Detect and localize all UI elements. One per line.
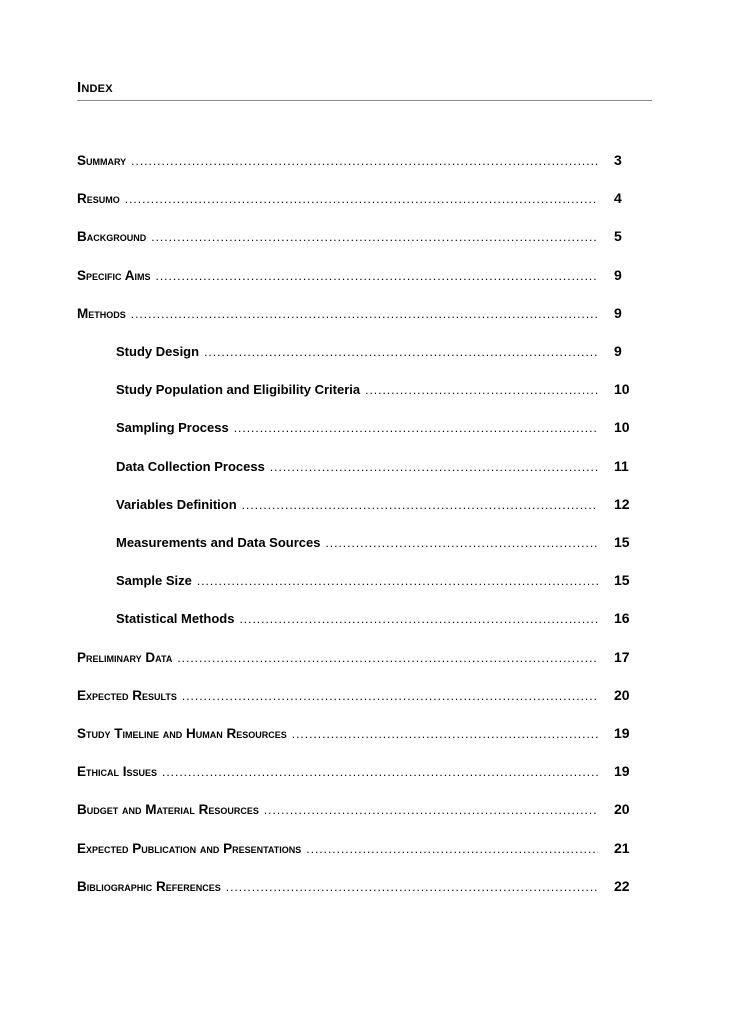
toc-leader-dots xyxy=(306,842,598,856)
toc-leader-dots xyxy=(226,880,598,894)
toc-entry[interactable] xyxy=(77,226,642,246)
toc-entry-page-number: 19 xyxy=(614,725,630,741)
toc-entry-label: Sample Size xyxy=(116,572,192,588)
toc-entry-label: Measurements and Data Sources xyxy=(116,534,321,550)
toc-entry-page-number: 20 xyxy=(614,687,630,703)
toc-entry-page-number: 16 xyxy=(614,610,630,626)
toc-entry[interactable] xyxy=(77,838,642,858)
toc-entry-label: Expected Results xyxy=(77,687,177,703)
heading-rule xyxy=(77,100,652,101)
toc-entry-page-number: 10 xyxy=(614,419,630,435)
toc-leader-dots xyxy=(131,307,598,321)
toc-leader-dots xyxy=(264,803,598,817)
toc-entry-page-number: 15 xyxy=(614,572,630,588)
toc-leader-dots xyxy=(156,269,598,283)
toc-entry-label: Preliminary Data xyxy=(77,649,173,665)
toc-leader-dots xyxy=(125,192,598,206)
toc-leader-dots xyxy=(182,689,598,703)
toc-entry-page-number: 12 xyxy=(614,496,630,512)
toc-entry[interactable] xyxy=(116,417,642,437)
toc-entry-label: Bibliographic References xyxy=(77,878,221,894)
toc-entry-page-number: 4 xyxy=(614,190,622,206)
toc-entry[interactable] xyxy=(77,150,642,170)
toc-entry-page-number: 9 xyxy=(614,343,622,359)
toc-leader-dots xyxy=(234,421,598,435)
toc-entry-page-number: 17 xyxy=(614,649,630,665)
toc-entry-label: Resumo xyxy=(77,190,120,206)
toc-entry[interactable] xyxy=(77,685,642,705)
toc-entry[interactable] xyxy=(77,303,642,323)
toc-entry[interactable] xyxy=(116,456,642,476)
toc-entry-page-number: 9 xyxy=(614,305,622,321)
toc-entry-label: Methods xyxy=(77,305,126,321)
toc-leader-dots xyxy=(239,612,598,626)
toc-entry[interactable] xyxy=(116,341,642,361)
toc-entry-label: Study Design xyxy=(116,343,200,359)
toc-entry[interactable] xyxy=(116,494,642,514)
toc-leader-dots xyxy=(197,574,598,588)
toc-entry[interactable] xyxy=(77,761,642,781)
toc-entry[interactable] xyxy=(116,379,642,399)
toc-entry[interactable] xyxy=(77,188,642,208)
toc-entry[interactable] xyxy=(77,876,642,896)
index-heading: Index xyxy=(77,79,113,96)
toc-entry[interactable] xyxy=(116,608,642,628)
toc-entry-page-number: 15 xyxy=(614,534,630,550)
toc-leader-dots xyxy=(242,498,598,512)
toc-entry-page-number: 5 xyxy=(614,228,622,244)
toc-leader-dots xyxy=(162,765,598,779)
toc-entry-page-number: 22 xyxy=(614,878,630,894)
toc-leader-dots xyxy=(204,345,598,359)
toc-leader-dots xyxy=(292,727,598,741)
toc-entry[interactable] xyxy=(77,799,642,819)
toc-entry-page-number: 9 xyxy=(614,267,622,283)
toc-entry-label: Budget and Material Resources xyxy=(77,801,259,817)
toc-entry-label: Ethical Issues xyxy=(77,763,158,779)
toc-entry-label: Background xyxy=(77,228,147,244)
toc-entry-page-number: 21 xyxy=(614,840,630,856)
toc-entry-label: Study Population and Eligibility Criteria xyxy=(116,381,361,397)
toc-entry[interactable] xyxy=(77,723,642,743)
toc-leader-dots xyxy=(270,460,598,474)
toc-entry-label: Statistical Methods xyxy=(116,610,235,626)
toc-leader-dots xyxy=(131,154,598,168)
toc-entry-label: Summary xyxy=(77,152,127,168)
toc-entry-label: Data Collection Process xyxy=(116,458,265,474)
toc-entry[interactable] xyxy=(77,265,642,285)
toc-leader-dots xyxy=(325,536,598,550)
toc-entry-label: Expected Publication and Presentations xyxy=(77,840,302,856)
toc-entry-label: Sampling Process xyxy=(116,419,229,435)
toc-entry-label: Variables Definition xyxy=(116,496,237,512)
toc-entry-page-number: 11 xyxy=(614,458,629,474)
toc-leader-dots xyxy=(151,230,598,244)
toc-entry-label: Study Timeline and Human Resources xyxy=(77,725,287,741)
toc-leader-dots xyxy=(365,383,598,397)
toc-entry-label: Specific Aims xyxy=(77,267,151,283)
toc-leader-dots xyxy=(177,651,598,665)
toc-entry-page-number: 20 xyxy=(614,801,630,817)
toc-entry-page-number: 10 xyxy=(614,381,630,397)
toc-entry-page-number: 19 xyxy=(614,763,630,779)
toc-entry[interactable] xyxy=(116,532,642,552)
toc-entry-page-number: 3 xyxy=(614,152,622,168)
toc-entry[interactable] xyxy=(116,570,642,590)
toc-entry[interactable] xyxy=(77,647,642,667)
